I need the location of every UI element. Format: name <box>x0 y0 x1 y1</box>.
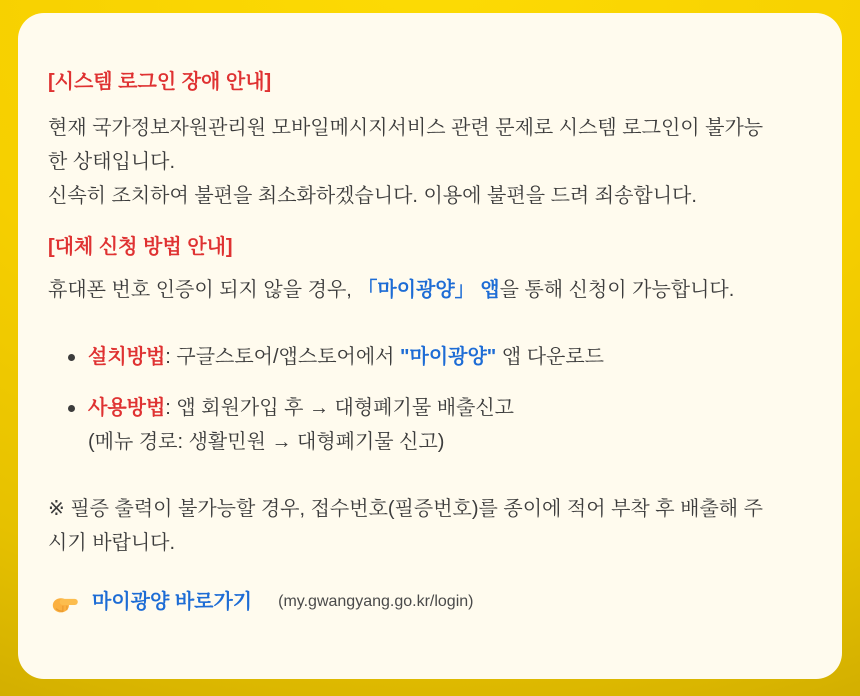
alternative-method-heading: [대체 신청 방법 안내] <box>48 236 233 258</box>
paragraph-line: 현재 국가정보자원관리원 모바일메시지서비스 관련 문제로 시스템 로그인이 불가능 <box>48 117 764 139</box>
app-name-highlight: 「마이광양」 앱 <box>357 279 500 301</box>
list-item-usage <box>68 391 812 459</box>
my-gwangyang-shortcut-link[interactable]: 마이광양 바로가기 <box>92 591 253 613</box>
note-line: 시기 바랍니다. <box>48 532 176 554</box>
system-issue-heading: [시스템 로그인 장애 안내] <box>48 71 272 93</box>
alternative-method-intro <box>48 273 812 307</box>
notice-card <box>18 13 842 679</box>
system-issue-paragraph <box>48 111 812 213</box>
install-label: 설치방법 <box>88 346 166 368</box>
usage-menu-path: (메뉴 경로: 생활민원 → 대형폐기물 신고) <box>88 431 445 453</box>
note-line: ※ 필증 출력이 불가능할 경우, 접수번호(필증번호)를 종이에 적어 부착 후 배출해 주 <box>48 498 763 520</box>
intro-text-suffix: 을 통해 신청이 가능합니다. <box>499 279 735 301</box>
shortcut-row <box>48 585 812 619</box>
install-line <box>88 340 812 374</box>
app-name-highlight: "마이광양" <box>400 346 497 368</box>
pointing-hand-icon <box>50 588 79 617</box>
shortcut-url-text: (my.gwangyang.go.kr/login) <box>278 593 474 610</box>
usage-label: 사용방법 <box>88 397 166 419</box>
bullet-icon <box>68 354 75 361</box>
paragraph-line: 한 상태입니다. <box>48 151 176 173</box>
intro-text-prefix: 휴대폰 번호 인증이 되지 않을 경우, <box>48 279 358 301</box>
install-text-after-app: 앱 다운로드 <box>496 346 604 368</box>
paragraph-line: 신속히 조치하여 불편을 최소화하겠습니다. 이용에 불편을 드려 죄송합니다. <box>48 185 697 207</box>
list-item-install <box>68 340 812 374</box>
method-bullet-list <box>68 340 812 459</box>
usage-line <box>88 391 812 425</box>
bullet-icon <box>68 405 75 412</box>
install-text-before-app: : 구글스토어/앱스토어에서 <box>165 346 401 368</box>
usage-text: : 앱 회원가입 후 → 대형폐기물 배출신고 <box>165 397 514 419</box>
paper-tag-note <box>48 492 812 560</box>
